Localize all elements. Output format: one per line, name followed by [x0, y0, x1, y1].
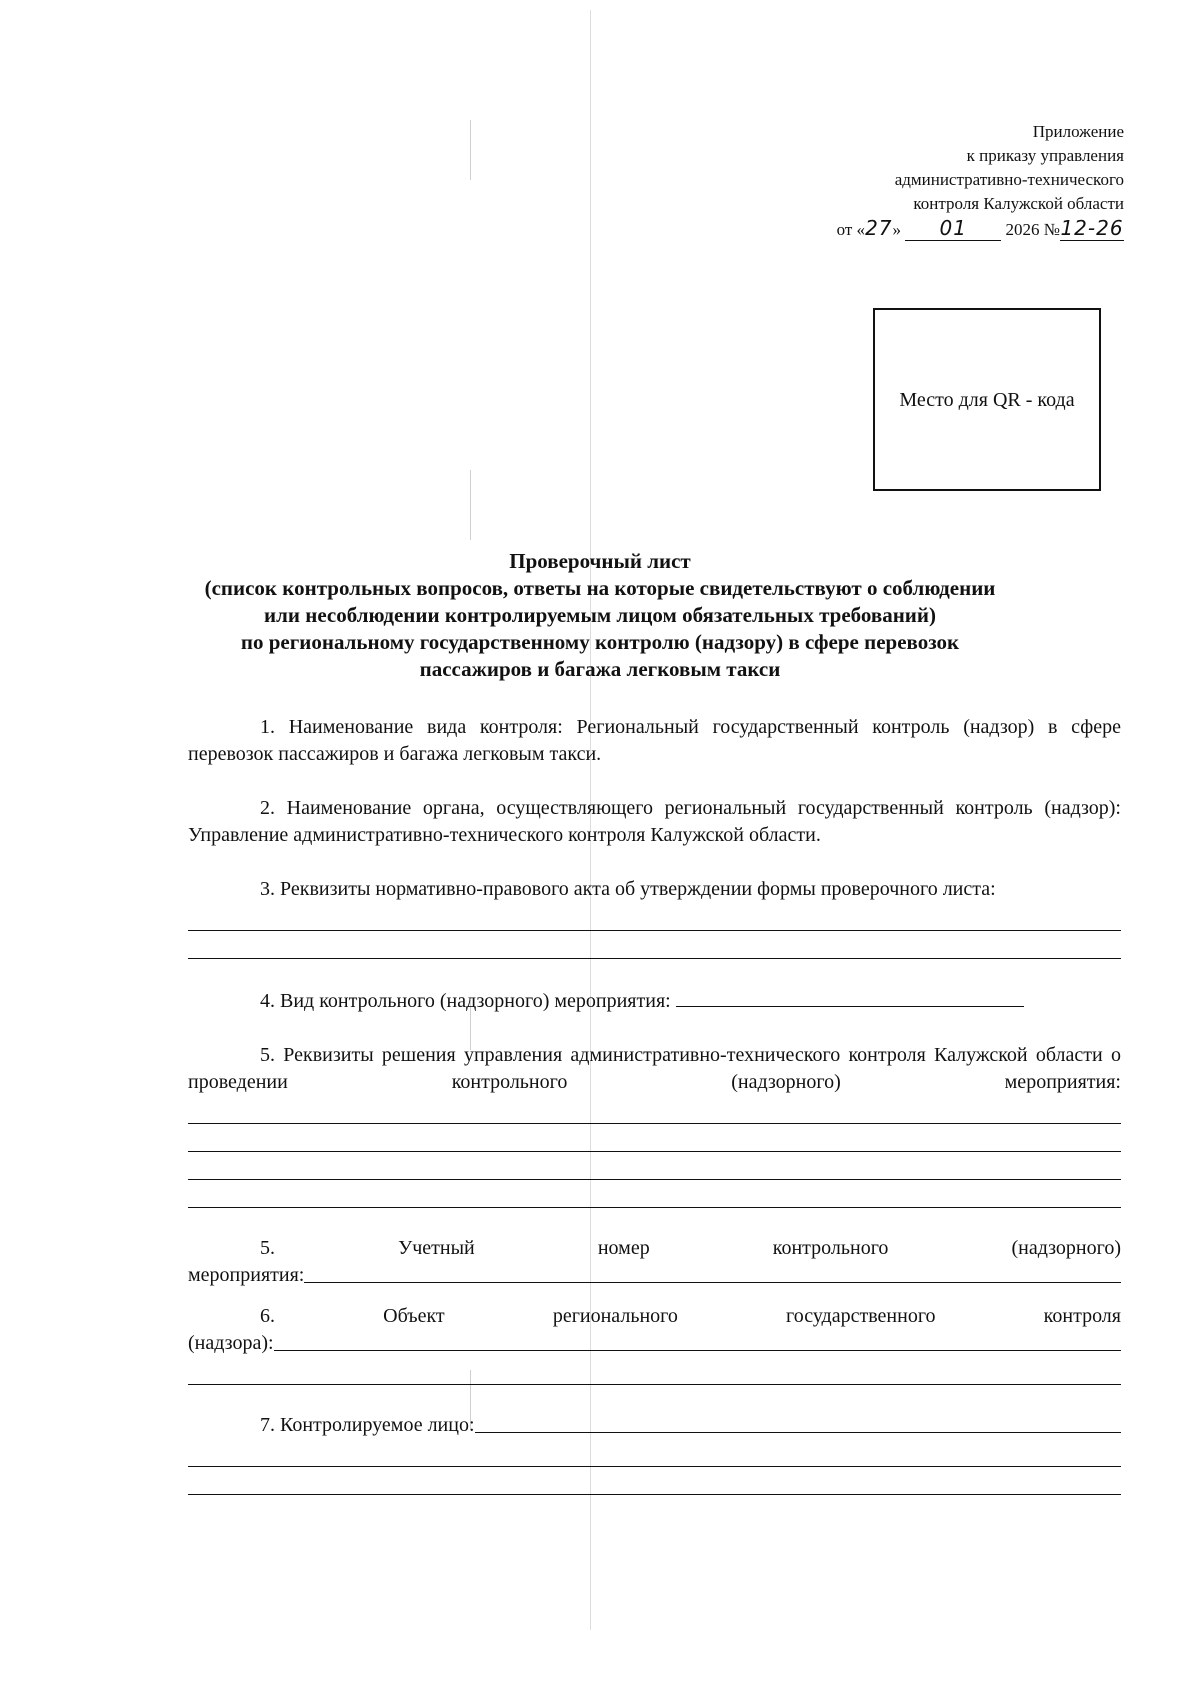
- item-5b-line2: [188, 1262, 1121, 1289]
- fill-line[interactable]: [188, 931, 1121, 959]
- control-object-field[interactable]: [274, 1330, 1121, 1351]
- date-year: 2026 №: [1005, 220, 1060, 239]
- date-day: 27: [865, 216, 893, 240]
- appendix-line: контроля Калужской области: [913, 194, 1124, 213]
- item-1: 1. Наименование вида контроля: Региональный государственный контроль (надзор) в сфере перевозок пассажиров и багажа легковым такси.: [188, 716, 1121, 765]
- date-prefix: от «: [836, 220, 866, 239]
- fill-line[interactable]: [188, 1467, 1121, 1495]
- qr-placeholder-label: Место для QR - кода: [899, 388, 1075, 411]
- document-body: [188, 714, 1121, 1495]
- appendix-header: [764, 120, 1124, 242]
- fill-line[interactable]: [188, 1357, 1121, 1385]
- title-line: пассажиров и багажа легковым такси: [419, 657, 781, 681]
- title-line: или несоблюдении контролируемым лицом обязательных требований): [264, 603, 936, 627]
- control-event-number-field[interactable]: [304, 1262, 1121, 1283]
- fill-line[interactable]: [188, 1439, 1121, 1467]
- qr-placeholder-box: [873, 308, 1101, 491]
- title-line: (список контрольных вопросов, ответы на которые свидетельствуют о соблюдении: [204, 576, 996, 600]
- item-6-label: (надзора):: [188, 1332, 274, 1354]
- item-3: 3. Реквизиты нормативно-правового акта об утверждении формы проверочного листа:: [260, 878, 996, 900]
- item-4-label: 4. Вид контрольного (надзорного) мероприятия:: [260, 990, 671, 1012]
- document-title: [150, 548, 1050, 683]
- fill-line[interactable]: [188, 1096, 1121, 1124]
- appendix-line: Приложение: [1032, 122, 1124, 141]
- appendix-line: к приказу управления: [966, 146, 1124, 165]
- order-number: 12-26: [1060, 216, 1124, 240]
- date-quote-close: »: [892, 220, 902, 239]
- scan-artifact: [470, 470, 471, 540]
- item-5a: 5. Реквизиты решения управления административно-технического контроля Калужской области о проведении контрольного (надзорного) мероприятия:: [188, 1044, 1121, 1093]
- title-line: Проверочный лист: [509, 549, 691, 573]
- fill-line[interactable]: [188, 1180, 1121, 1208]
- controlled-person-field[interactable]: [475, 1412, 1121, 1433]
- appendix-date-line: [764, 216, 1124, 242]
- title-line: по региональному государственному контролю (надзору) в сфере перевозок: [240, 630, 960, 654]
- item-7: [188, 1412, 1121, 1439]
- date-month: 01: [905, 216, 1001, 241]
- fill-line[interactable]: [188, 1152, 1121, 1180]
- item-6-line1: 6. Объект регионального государственного контроля: [260, 1305, 1121, 1327]
- item-5b-label: мероприятия:: [188, 1264, 305, 1286]
- item-5b-line1: 5. Учетный номер контрольного (надзорного): [260, 1237, 1121, 1259]
- appendix-line: административно-технического: [894, 170, 1124, 189]
- item-4: [188, 986, 1121, 1015]
- item-7-label: 7. Контролируемое лицо:: [260, 1414, 475, 1436]
- fill-line[interactable]: [188, 1124, 1121, 1152]
- scan-artifact: [470, 120, 471, 180]
- fill-line[interactable]: [188, 903, 1121, 931]
- control-event-type-field[interactable]: [676, 986, 1024, 1007]
- item-6-line2: [188, 1330, 1121, 1357]
- item-2: 2. Наименование органа, осуществляющего региональный государственный контроль (надзор): Управление административно-технического контроля Калужской области.: [188, 797, 1121, 846]
